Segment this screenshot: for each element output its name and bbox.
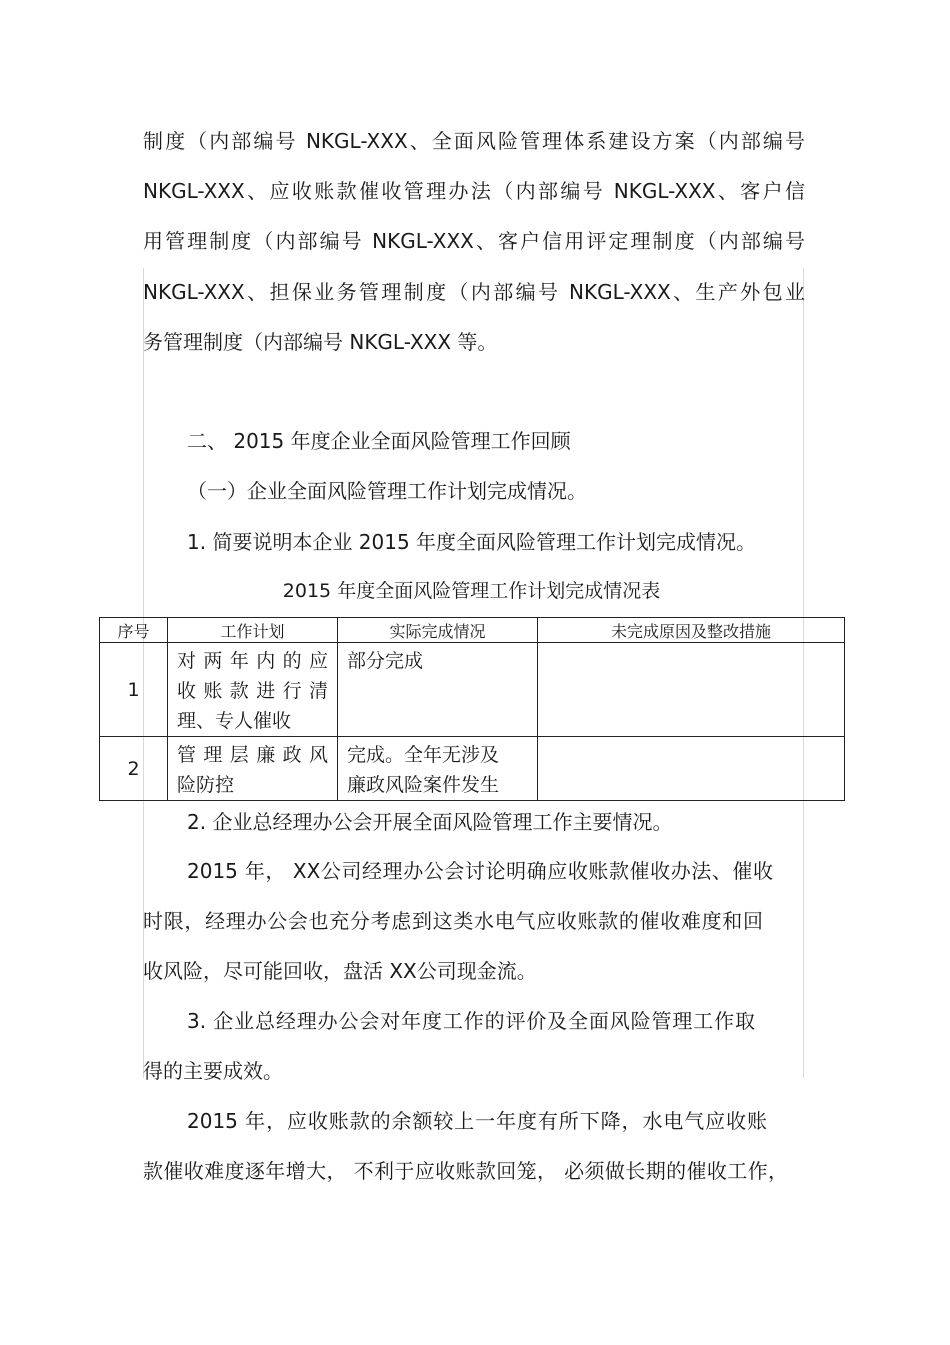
item-1: 1. 简要说明本企业 2015 年度全面风险管理工作计划完成情况。 [187, 530, 757, 554]
paragraph-line: 用管理制度（内部编号 NKGL-XXX、客户信用评定理制度（内部编号 [143, 229, 805, 253]
paragraph-line: 时限，经理办公会也充分考虑到这类水电气应收账款的催收难度和回 [143, 909, 763, 933]
reason-cell [538, 643, 845, 737]
item-2: 2. 企业总经理办公会开展全面风险管理工作主要情况。 [187, 810, 673, 834]
paragraph-line: 制度（内部编号 NKGL-XXX、全面风险管理体系建设方案（内部编号 [143, 129, 805, 153]
plan-cell [168, 737, 338, 801]
plan-line: 险防控 [177, 774, 235, 796]
paragraph-line: NKGL-XXX、担保业务管理制度（内部编号 NKGL-XXX、生产外包业 [143, 280, 805, 304]
status-line: 完成。全年无涉及 [347, 744, 500, 766]
item-3: 3. 企业总经理办公会对年度工作的评价及全面风险管理工作取 [187, 1009, 755, 1033]
reason-cell [538, 737, 845, 801]
status-cell: 部分完成 [338, 643, 538, 737]
table-header: 未完成原因及整改措施 [538, 618, 845, 643]
paragraph-line: 务管理制度（内部编号 NKGL-XXX 等。 [143, 330, 498, 354]
table-header: 实际完成情况 [338, 618, 538, 643]
table-caption: 2015 年度全面风险管理工作计划完成情况表 [282, 580, 661, 602]
plan-line: 管理层廉政风 [177, 744, 328, 766]
plan-cell [168, 643, 338, 737]
subsection-heading: （一）企业全面风险管理工作计划完成情况。 [187, 479, 587, 503]
plan-table [99, 617, 845, 801]
paragraph-line: 2015 年， XX公司经理办公会讨论明确应收账款催收办法、催收 [187, 859, 773, 883]
table-row [100, 643, 845, 737]
plan-line: 收账款进行清 [177, 680, 328, 702]
paragraph-line: 款催收难度逐年增大， 不利于应收账款回笼， 必须做长期的催收工作， [143, 1159, 788, 1183]
status-cell [338, 737, 538, 801]
table-header-row [100, 618, 845, 643]
row-number: 2 [100, 737, 168, 801]
table-header: 工作计划 [168, 618, 338, 643]
paragraph-line: 得的主要成效。 [143, 1059, 283, 1083]
paragraph-line: 收风险，尽可能回收，盘活 XX公司现金流。 [143, 959, 537, 983]
plan-line: 理、专人催收 [177, 710, 292, 732]
paragraph-line: 2015 年，应收账款的余额较上一年度有所下降，水电气应收账 [187, 1109, 767, 1133]
section-heading: 二、 2015 年度企业全面风险管理工作回顾 [187, 429, 571, 453]
table-header: 序号 [100, 618, 168, 643]
status-line: 廉政风险案件发生 [347, 774, 500, 796]
row-number: 1 [100, 643, 168, 737]
plan-line: 对两年内的应 [177, 650, 328, 672]
paragraph-line: NKGL-XXX、应收账款催收管理办法（内部编号 NKGL-XXX、客户信 [143, 179, 805, 203]
table-row [100, 737, 845, 801]
